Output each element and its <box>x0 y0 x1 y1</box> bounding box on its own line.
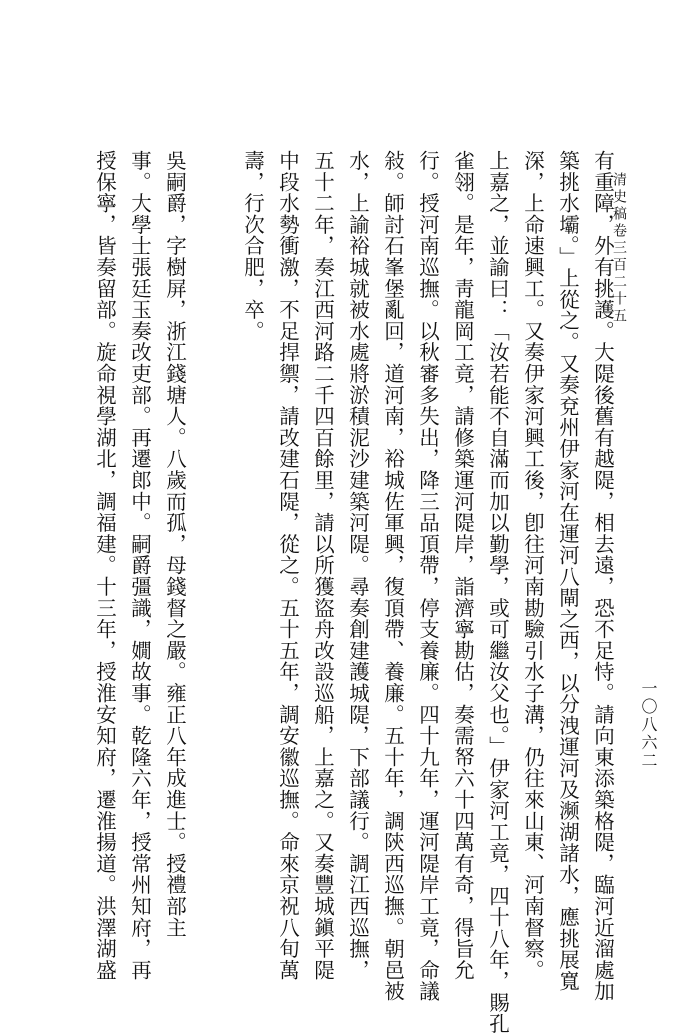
text-column: 深，上命速興工。又奏伊家河興工後，卽往河南勘驗引水子溝，仍往來山東、河南督察。 <box>520 150 545 981</box>
text-column: 五十二年，奏江西河路二千四百餘里，請以所獲盜舟改設巡船，上嘉之。又奏豐城鎭平隄 <box>310 150 335 981</box>
text-column: 事。大學士張廷玉奏改吏部。再遷郎中。嗣爵彊識，嫺故事。乾隆六年，授常州知府，再 <box>127 150 152 981</box>
text-column: 吳嗣爵，字樹屏，浙江錢塘人。八歲而孤，母錢督之嚴。雍正八年成進士。授禮部主 <box>162 150 187 939</box>
text-column: 有重障，外有挑護。大隄後舊有越隄，相去遠，恐不足恃。請向東添築格隄，臨河近溜處加 <box>590 150 615 1002</box>
text-column: 授保寧，皆奏留部。旋命視學湖北，調福建。十三年，授淮安知府，遷淮揚道。洪澤湖盛 <box>92 150 117 981</box>
page-number: 一〇八六二 <box>639 680 658 770</box>
text-column: 水，上諭裕城就被水處將淤積泥沙建築河隄。尋奏創建護城隄，下部議行。調江西巡撫， <box>345 150 370 981</box>
book-title-header: 清史稿卷三百二十五 <box>611 172 627 325</box>
text-column: 壽，行次合肥，卒。 <box>240 150 265 342</box>
text-column: 中段水勢衝激，不足捍禦，請改建石隄，從之。五十五年，調安徽巡撫。命來京祝八旬萬 <box>275 150 300 981</box>
text-column: 敍。師討石峯堡亂回，道河南，裕城佐軍興，復頂帶、養廉。五十年，調陝西巡撫。朝邑被 <box>380 150 405 1002</box>
text-column: 行。授河南巡撫。以秋審多失出，降三品頂帶，停支養廉。四十九年，運河隄岸工竟，命議 <box>415 150 440 1002</box>
text-column: 上嘉之，並諭曰：「汝若能不自滿而加以勤學，或可繼汝父也。」伊家河工竟，四十八年，賜孔 <box>485 150 510 1034</box>
vertical-text-block <box>70 150 615 1034</box>
text-column: 雀翎。是年，靑龍岡工竟，請修築運河隄岸，詣濟寧勘估，奏需帑六十四萬有奇，得旨允 <box>450 150 475 981</box>
text-column: 築挑水壩。」上從之。又奏兗州伊家河在運河八閘之西，以分洩運河及濒湖諸水，應挑展寬 <box>555 150 580 992</box>
